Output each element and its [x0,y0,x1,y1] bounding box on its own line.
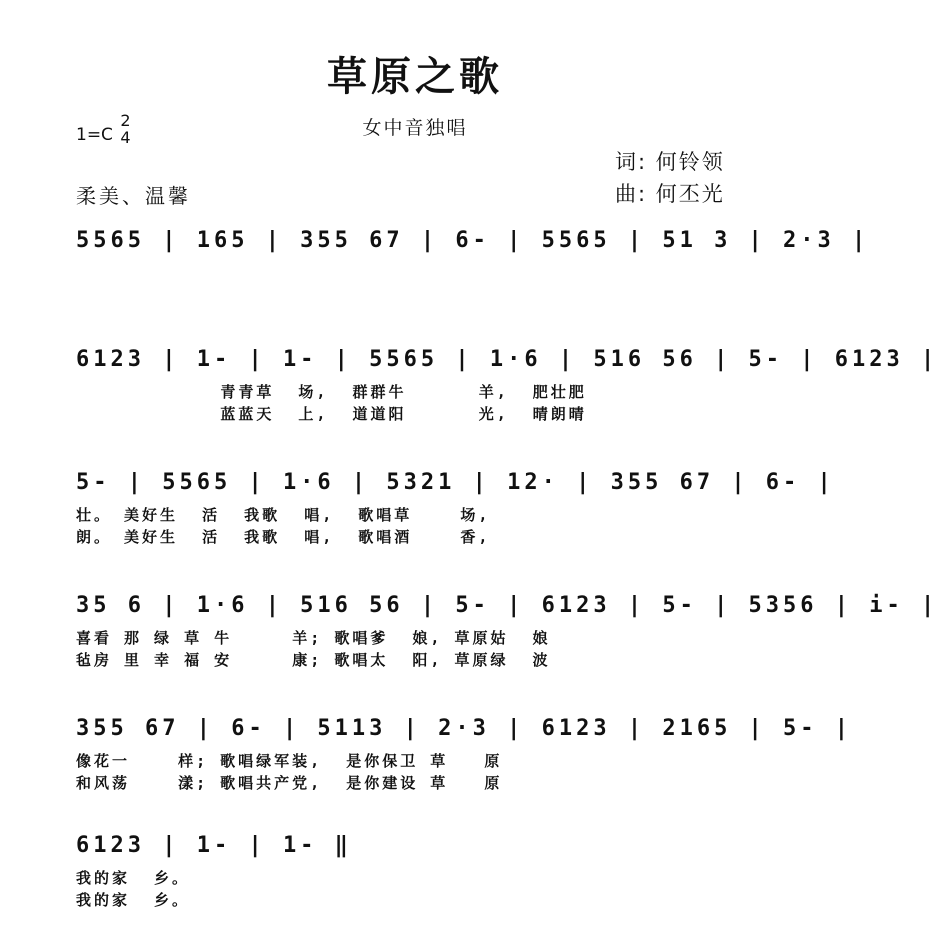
time-top: 2 [120,111,131,130]
lyric-verse-2: 毡房 里 幸 福 安 康; 歌唱太 阳, 草原绿 波 [76,651,551,669]
lyric-verse-1: 喜看 那 绿 草 牛 羊; 歌唱爹 娘, 草原姑 娘 [76,629,551,647]
lyric-verse-2: 蓝蓝天 上, 道道阳 光, 晴朗晴 [76,405,587,423]
song-title: 草原之歌 [327,53,503,100]
lyric-verse-1: 我的家 乡。 [76,869,191,887]
notes-line: 5- | 5565 | 1·6 | 5321 | 12· | 355 67 | 6- | [76,470,835,495]
tempo-marking: 柔美、温馨 [76,184,191,208]
notes-line: 35 6 | 1·6 | 516 56 | 5- | 6123 | 5- | 5356 | i- | [76,593,938,618]
key-signature [76,111,131,152]
lyric-verse-2: 和风荡 漾; 歌唱共产党, 是你建设 草 原 [76,774,503,792]
lyric-verse-1: 壮。 美好生 活 我歌 唱, 歌唱草 场, [76,506,491,524]
time-signature [120,112,130,146]
song-subtitle: 女中音独唱 [362,117,468,139]
lyricist-credit: 词: 何铃领 [615,150,725,174]
notes-line: 6123 | 1- | 1- ‖ [76,833,352,858]
lyric-verse-1: 像花一 样; 歌唱绿军装, 是你保卫 草 原 [76,752,503,770]
time-bottom: 4 [120,128,131,147]
key-label: 1=C [76,125,113,145]
notes-line: 355 67 | 6- | 5113 | 2·3 | 6123 | 2165 | 5- | [76,716,853,741]
composer-credit: 曲: 何丕光 [615,182,725,206]
lyric-verse-2: 我的家 乡。 [76,891,191,909]
notes-line: 6123 | 1- | 1- | 5565 | 1·6 | 516 56 | 5- | 6123 | [76,347,938,372]
lyric-verse-2: 朗。 美好生 活 我歌 唱, 歌唱酒 香, [76,528,491,546]
notes-line: 5565 | 165 | 355 67 | 6- | 5565 | 51 3 | 2·3 | [76,228,870,253]
lyric-verse-1: 青青草 场, 群群牛 羊, 肥壮肥 [76,383,587,401]
